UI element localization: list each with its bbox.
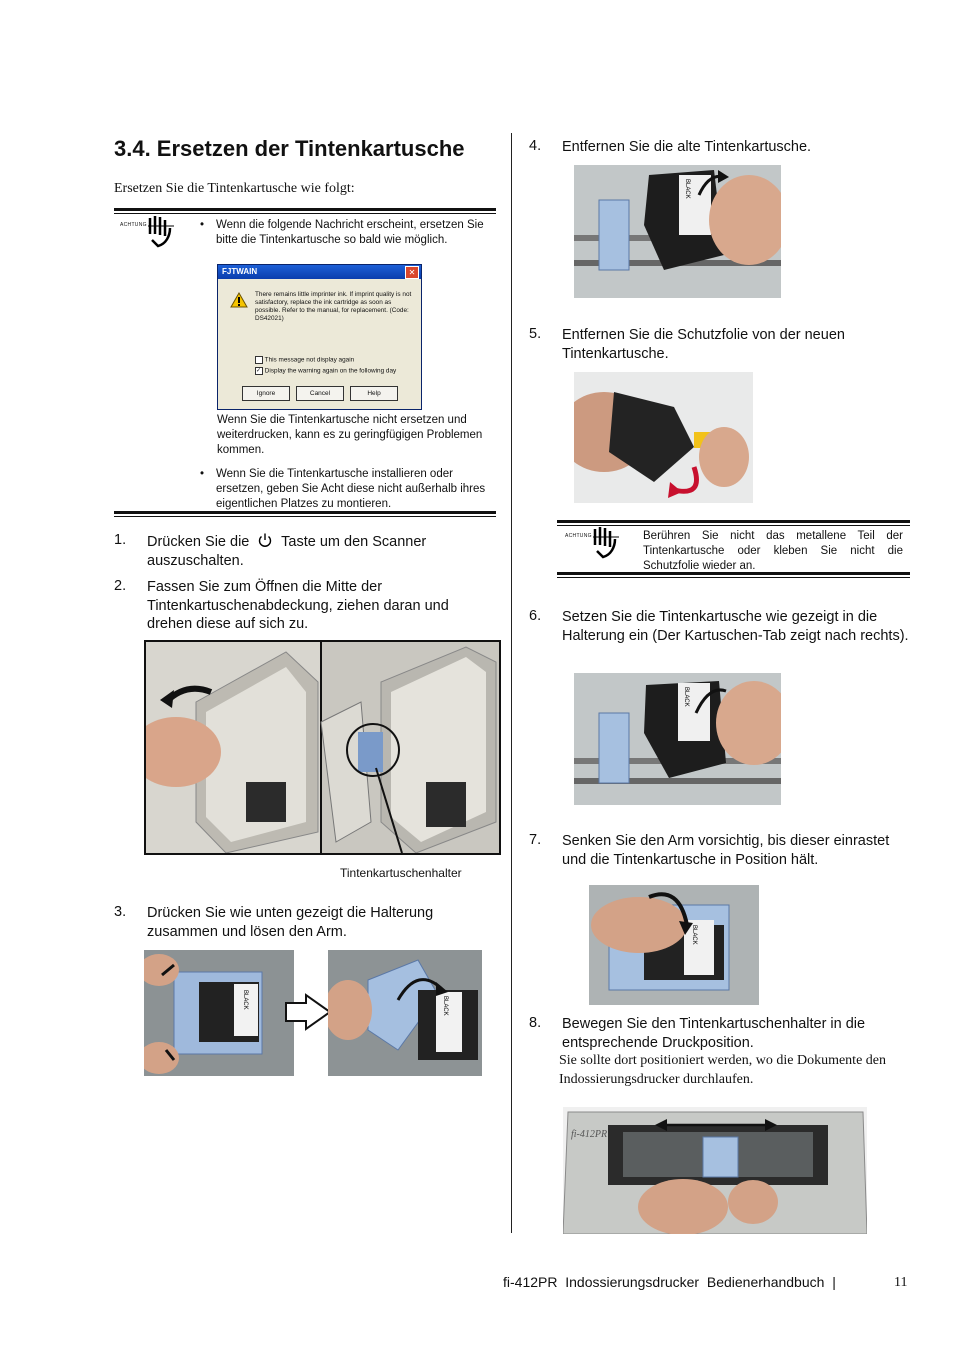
page-number: 11 — [894, 1275, 908, 1290]
dialog-message: There remains little imprinter ink. If imprint quality is not satisfactory, replace the ink cartridge as soon as possible. Refer to the manual, for replacement. (Code: DS42021) — [255, 291, 412, 322]
warning-bullet-1: Wenn die folgende Nachricht erscheint, ersetzen Sie bitte die Tintenkartusche so bald wie möglich. — [216, 219, 484, 246]
dialog-close-icon[interactable]: ✕ — [405, 266, 419, 279]
step-3-photo-b — [328, 950, 482, 1076]
photo-3a-black-label: BLACK — [242, 990, 248, 1010]
photo-8-model-label: fi-412PR — [571, 1129, 608, 1140]
step-1-text — [147, 532, 492, 570]
step-1-text-c: auszuschalten. — [147, 552, 244, 569]
step-7-number: 7. — [529, 832, 542, 848]
step-5-number: 5. — [529, 326, 542, 342]
warning-bottom-rule — [114, 511, 496, 517]
step-7-text: Senken Sie den Arm vorsichtig, bis dieser einrastet und die Tintenkartusche in Position hält. — [562, 833, 890, 868]
step-3-text: Drücken Sie wie unten gezeigt die Halterung zusammen und lösen den Arm. — [147, 905, 434, 940]
step-8-photo — [563, 1107, 867, 1234]
ignore-button[interactable]: Ignore — [242, 386, 290, 401]
dialog-checkbox-1[interactable] — [255, 356, 354, 364]
dialog-checkbox-1-label: This message not display again — [264, 356, 355, 364]
achtung-label-2: ACHTUNG — [565, 533, 592, 539]
step-6-photo — [574, 673, 781, 805]
dialog-title: FJTWAIN — [218, 265, 421, 279]
dialog-checkbox-2[interactable]: ✓ Display the warning again on the following day — [256, 367, 397, 375]
help-button[interactable]: Help — [350, 386, 398, 401]
step-2-text: Fassen Sie zum Öffnen die Mitte der Tintenkartuschenabdeckung, ziehen daran und drehen diese auf sich zu. — [147, 579, 449, 632]
photo-7-black-label: BLACK — [691, 925, 697, 945]
step-8-number: 8. — [529, 1015, 542, 1031]
step-5-warning: Berühren Sie nicht das metallene Teil der Tintenkartusche oder kleben Sie nicht die Schutzfolie wieder an. — [643, 530, 903, 572]
ink-warning-dialog — [217, 264, 422, 410]
step-5-text: Entfernen Sie die Schutzfolie von der neuen Tintenkartusche. — [562, 327, 845, 362]
step-2-photo — [144, 640, 501, 855]
step-4-photo — [574, 165, 781, 298]
step-4-number: 4. — [529, 138, 542, 154]
step-3-number: 3. — [114, 904, 127, 920]
step-6-text: Setzen Sie die Tintenkartusche wie gezeigt in die Halterung ein (Der Kartuschen-Tab zeigt nach rechts). — [562, 609, 909, 644]
achtung-icon-2 — [565, 527, 592, 539]
page-title: 3.4. Ersetzen der Tintenkartusche — [114, 136, 465, 161]
column-divider — [511, 133, 512, 1233]
step-5-photo — [574, 372, 753, 503]
step-2-number: 2. — [114, 578, 127, 594]
dialog-checkbox-2-label: Display the warning again on the following day — [264, 367, 397, 375]
photo-3b-black-label: BLACK — [442, 996, 448, 1016]
step-8-text: Bewegen Sie den Tintenkartuschenhalter in die entsprechende Druckposition. — [562, 1016, 866, 1051]
step-3-photo-a — [144, 950, 294, 1076]
step-1-text-b: Taste um den Scanner — [281, 534, 427, 550]
warning-triangle-icon — [230, 292, 248, 308]
footer-title: fi-412PR Indossierungsdrucker Bedienerhandbuch | — [503, 1274, 836, 1290]
warning-bullet-2: Wenn Sie die Tintenkartusche installieren oder ersetzen, geben Sie Acht diese nicht außerhalb ihres eigentlichen Platzes zu montieren. — [216, 468, 486, 510]
step-8-note: Sie sollte dort positioniert werden, wo die Dokumente den Indossierungsdrucker durchlaufen. — [559, 1053, 886, 1087]
step-7-photo — [589, 885, 759, 1005]
step-6-number: 6. — [529, 608, 542, 624]
step-1-text-a: Drücken Sie die — [147, 534, 250, 550]
holder-caption: Tintenkartuschenhalter — [340, 866, 462, 880]
step-4-text: Entfernen Sie die alte Tintenkartusche. — [562, 139, 812, 155]
achtung-icon — [120, 216, 147, 228]
step-1-number: 1. — [114, 532, 127, 548]
cancel-button[interactable]: Cancel — [296, 386, 344, 401]
photo-4-black-label: BLACK — [684, 179, 690, 199]
achtung-label: ACHTUNG — [120, 222, 147, 228]
warning-after-dialog: Wenn Sie die Tintenkartusche nicht ersetzen und weiterdrucken, kann es zu geringfügigen Problemen kommen. — [217, 414, 483, 456]
intro-text: Ersetzen Sie die Tintenkartusche wie folgt: — [114, 181, 355, 196]
warning2-bottom-rule — [557, 572, 910, 578]
arrow-right-icon — [284, 993, 332, 1031]
photo-6-black-label: BLACK — [683, 687, 689, 707]
power-icon — [257, 532, 273, 548]
